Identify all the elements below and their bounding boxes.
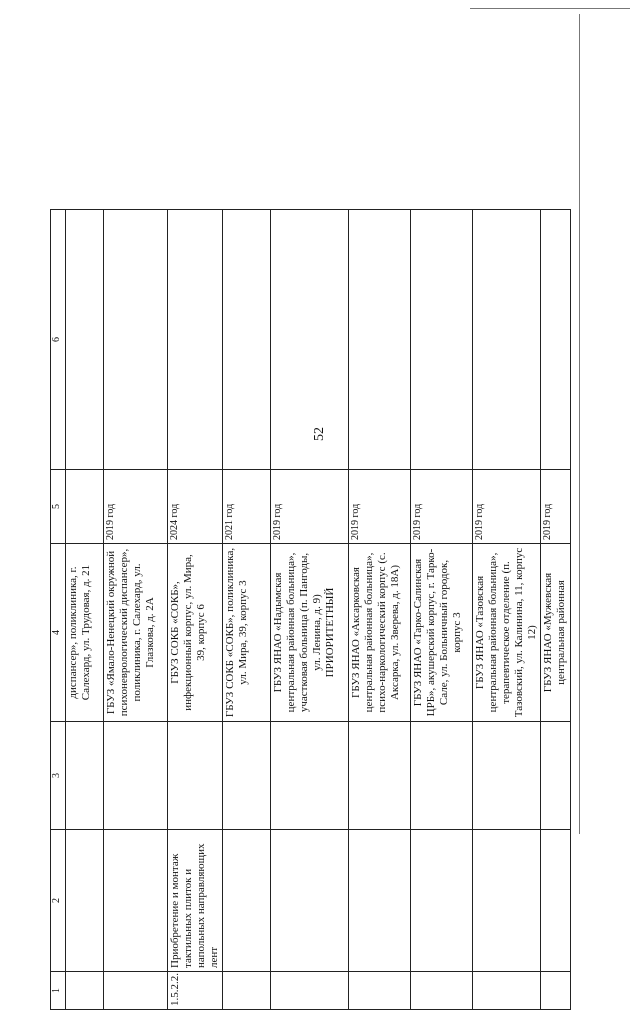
year-cell: 2024 год	[168, 470, 223, 544]
institution-cell	[348, 544, 410, 722]
cell-6	[222, 210, 270, 470]
institution-cell	[410, 544, 472, 722]
cell-2	[472, 830, 540, 972]
header-cell-3: 3	[51, 722, 66, 830]
year-cell: 2021 год	[222, 470, 270, 544]
cell-1	[66, 972, 104, 1010]
cell-6	[348, 210, 410, 470]
cell-2	[66, 830, 104, 972]
cell-1	[540, 972, 570, 1010]
table-row	[410, 210, 472, 1010]
cell-3	[104, 722, 168, 830]
crop-mark-top	[470, 8, 630, 9]
cell-3	[66, 722, 104, 830]
institution-text: ГБУЗ ЯНАО «Тазовская центральная районная больница», терапевтическое отделение (п. Тазовский, ул. Калинина, 11, корпус 12)	[473, 547, 538, 718]
cell-3	[472, 722, 540, 830]
year-cell: 2019 год	[348, 470, 410, 544]
institution-text: ГБУЗ СОКБ «СОКБ», поликлиника, ул. Мира, 39, корпус 3	[223, 547, 249, 718]
table-row	[66, 210, 104, 1010]
header-cell-5: 5	[51, 470, 66, 544]
cell-3	[168, 722, 223, 830]
document-table	[50, 209, 571, 1010]
institution-text: ГБУЗ ЯНАО «Надымская центральная районная больница», участковая больница (п. Пангоды, ул. Ленина, д. 9)	[271, 552, 323, 713]
institution-cell	[270, 544, 348, 722]
year-cell	[66, 470, 104, 544]
table-row	[348, 210, 410, 1010]
cell-6	[168, 210, 223, 470]
institution-text: ГБУЗ ЯНАО «Аксарковская центральная районная больница», психо-наркологический корпус (с. Аксарка, ул. Зверева, д. 18А)	[349, 552, 401, 713]
cell-6	[104, 210, 168, 470]
cell-1	[348, 972, 410, 1010]
cell-1	[222, 972, 270, 1010]
page-number: 52	[312, 427, 327, 441]
header-cell-4: 4	[51, 544, 66, 722]
year-cell: 2019 год	[104, 470, 168, 544]
institution-text: ГБУЗ «Ямало-Ненецкий окружной психоневрологический диспансер», поликлиника, г. Салехард, ул. Глазкова, д. 2А	[105, 548, 156, 717]
institution-text: диспансер», поликлиника, г. Салехард, ул. Трудовая, д. 21	[67, 564, 92, 701]
institution-cell	[66, 544, 104, 722]
table-row	[104, 210, 168, 1010]
table-row	[472, 210, 540, 1010]
cell-1: 1.5.2.2.	[168, 972, 223, 1010]
cell-1	[472, 972, 540, 1010]
rotated-table-container	[50, 210, 567, 1010]
table-row	[222, 210, 270, 1010]
item-title-cell: Приобретение и монтаж тактильных плиток и напольных направляющих лент	[168, 830, 223, 972]
year-cell: 2019 год	[270, 470, 348, 544]
cell-6	[410, 210, 472, 470]
table-row	[270, 210, 348, 1010]
year-cell: 2019 год	[540, 470, 570, 544]
cell-2	[540, 830, 570, 972]
institution-cell	[104, 544, 168, 722]
header-cell-1: 1	[51, 972, 66, 1010]
header-cell-6: 6	[51, 210, 66, 470]
table-row	[540, 210, 570, 1010]
priority-label: ПРИОРИТЕТНЫЙ	[323, 587, 336, 678]
year-cell: 2019 год	[410, 470, 472, 544]
institution-text: ГБУЗ ЯНАО «Тарко-Салинская ЦРБ», акушерский корпус, г. Тарко-Сале, ул. Больничный городок, корпус 3	[411, 548, 463, 717]
cell-3	[348, 722, 410, 830]
cell-6	[270, 210, 348, 470]
cell-2	[270, 830, 348, 972]
cell-2	[104, 830, 168, 972]
cell-6	[472, 210, 540, 470]
cell-2	[222, 830, 270, 972]
table-row	[168, 210, 223, 1010]
institution-cell	[168, 544, 223, 722]
cell-6	[540, 210, 570, 470]
cell-2	[410, 830, 472, 972]
institution-text: ГБУЗ ЯНАО «Мужевская центральная районная	[541, 572, 567, 693]
cell-3	[410, 722, 472, 830]
institution-cell	[540, 544, 570, 722]
cell-1	[104, 972, 168, 1010]
cell-3	[222, 722, 270, 830]
year-cell: 2019 год	[472, 470, 540, 544]
cell-2	[348, 830, 410, 972]
cell-3	[270, 722, 348, 830]
institution-cell	[472, 544, 540, 722]
header-cell-2: 2	[51, 830, 66, 972]
crop-mark-right	[579, 14, 580, 834]
cell-3	[540, 722, 570, 830]
header-row	[51, 210, 66, 1010]
cell-6	[66, 210, 104, 470]
cell-1	[410, 972, 472, 1010]
cell-1	[270, 972, 348, 1010]
institution-cell	[222, 544, 270, 722]
institution-text: ГБУЗ СОКБ «СОКБ», инфекционный корпус, ул. Мира, 39, корпус 6	[169, 554, 207, 711]
